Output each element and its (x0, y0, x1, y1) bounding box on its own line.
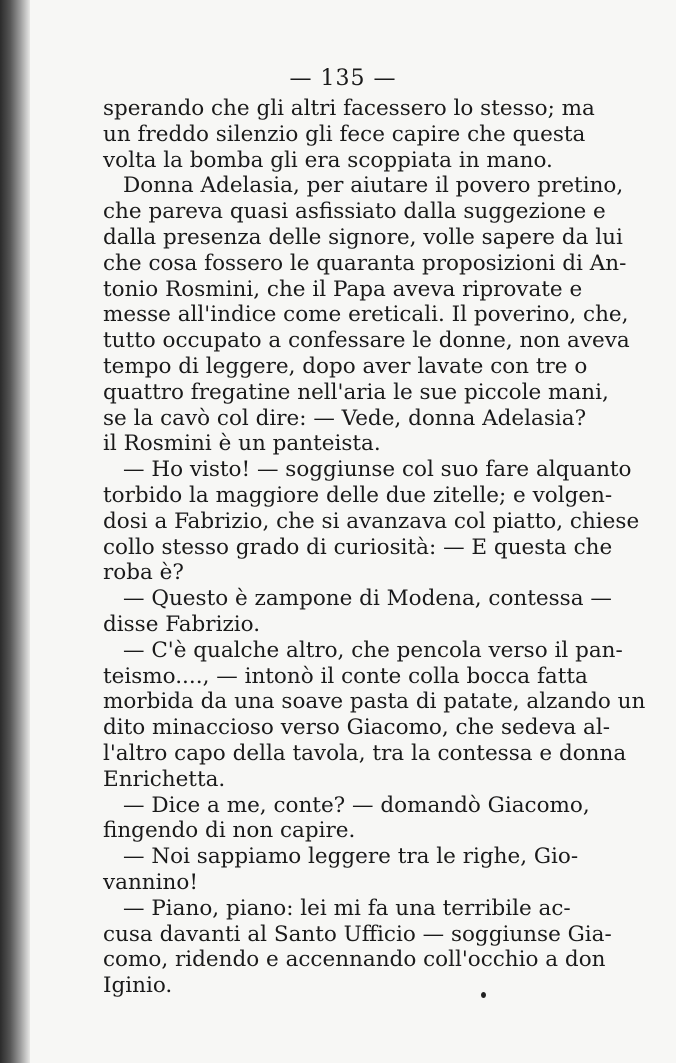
text-line: tonio Rosmini, che il Papa aveva riprovate e (103, 276, 583, 302)
text-line: fingendo di non capire. (103, 818, 356, 844)
body-text (103, 96, 646, 999)
text-line: morbida da una soave pasta di patate, alzando un (103, 689, 646, 715)
text-line: — Ho visto! — soggiunse col suo fare alquanto (123, 457, 632, 483)
text-line: sperando che gli altri facessero lo stesso; ma (103, 96, 595, 121)
text-line: l'altro capo della tavola, tra la contessa e donna (103, 740, 627, 766)
text-line: messe all'indice come ereticali. Il poverino, che, (103, 302, 629, 328)
binding-shadow (0, 0, 30, 1063)
text-line: dosi a Fabrizio, che si avanzava col piatto, chiese (103, 508, 640, 534)
text-line: il Rosmini è un panteista. (103, 431, 381, 457)
text-line: collo stesso grado di curiosità: — E questa che (103, 534, 613, 560)
text-line: tutto occupato a confessare le donne, non aveva (103, 328, 630, 354)
page-number: — 135 — (289, 66, 397, 91)
text-line: quattro fregatine nell'aria le sue piccole mani, (103, 379, 609, 405)
text-line: volta la bomba gli era scoppiata in mano. (103, 147, 553, 173)
text-line: Iginio. (103, 973, 173, 999)
ink-speck (481, 992, 486, 998)
text-line: vannino! (103, 869, 198, 895)
text-line: cusa davanti al Santo Ufficio — soggiunse Gia- (103, 921, 612, 947)
text-line: Enrichetta. (103, 766, 226, 792)
text-line: torbido la maggiore delle due zitelle; e volgen- (103, 482, 613, 508)
text-line: — Dice a me, conte? — domandò Giacomo, (123, 792, 590, 818)
text-line: disse Fabrizio. (103, 611, 261, 637)
text-line: un freddo silenzio gli fece capire che questa (103, 121, 586, 147)
text-line: che cosa fossero le quaranta proposizioni di An- (103, 250, 627, 276)
text-line: roba è? (103, 560, 184, 586)
text-line: teismo...., — intonò il conte colla bocca fatta (103, 663, 588, 689)
text-line: como, ridendo e accennando coll'occhio a don (103, 947, 606, 973)
text-line: dito minaccioso verso Giacomo, che sedeva al- (103, 715, 610, 741)
text-line: — Piano, piano: lei mi fa una terribile ac- (123, 895, 571, 921)
text-line: dalla presenza delle signore, volle sapere da lui (103, 224, 623, 250)
text-line: che pareva quasi asfissiato dalla suggezione e (103, 199, 606, 225)
text-line: — Noi sappiamo leggere tra le righe, Gio- (123, 844, 579, 870)
text-line: — Questo è zampone di Modena, contessa — (123, 586, 612, 612)
text-line: Donna Adelasia, per aiutare il povero pretino, (123, 173, 624, 199)
text-line: — C'è qualche altro, che pencola verso il pan- (123, 637, 623, 663)
text-line: tempo di leggere, dopo aver lavate con tre o (103, 353, 588, 379)
text-line: se la cavò col dire: — Vede, donna Adelasia? (103, 405, 587, 431)
